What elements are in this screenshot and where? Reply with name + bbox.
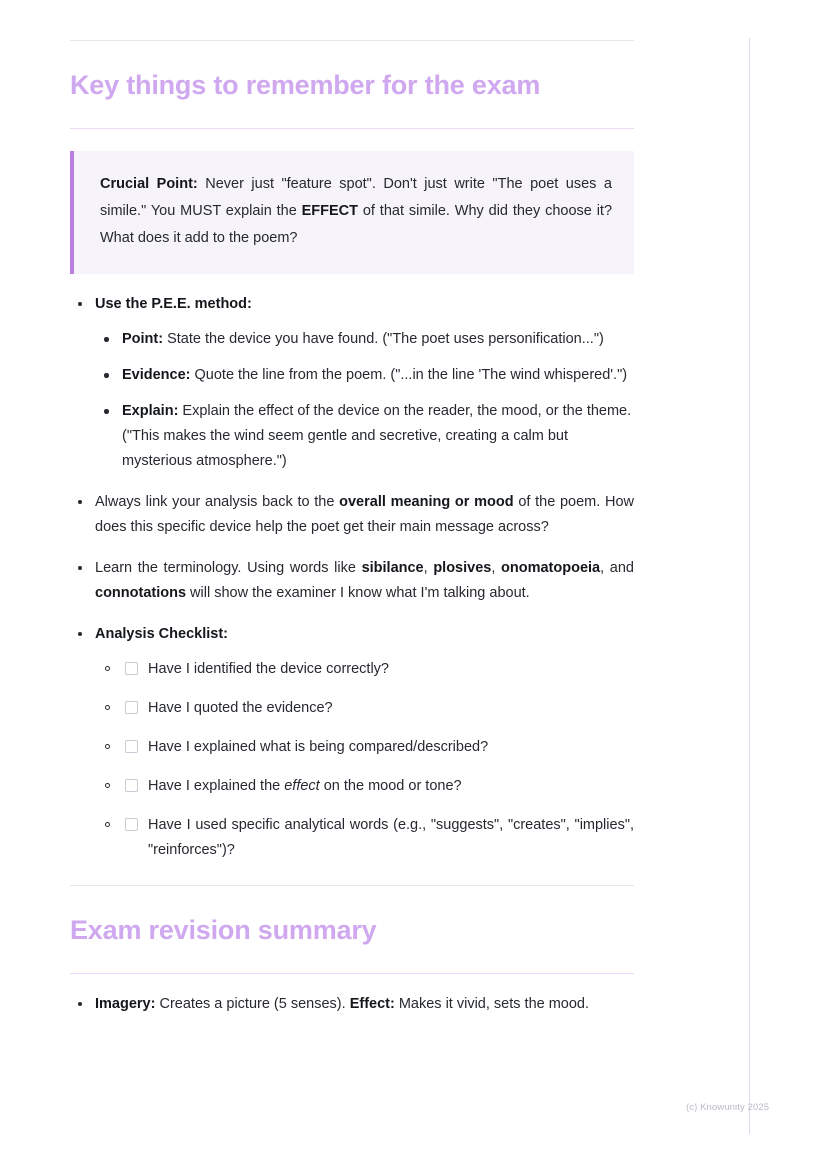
callout-paragraph [100, 171, 612, 252]
revision-title-underline [70, 973, 634, 974]
pee-sublist [95, 327, 634, 474]
term-part-4: , and [600, 560, 634, 576]
crucial-point-callout [70, 151, 634, 274]
term-part-3: , [491, 560, 502, 576]
watermark: (c) Knowunity 2025 [686, 1102, 770, 1113]
checklist-item-text: Have I explained what is being compared/described? [148, 739, 489, 755]
pee-point-label: Point: [122, 331, 164, 347]
imagery-label: Imagery: [95, 996, 156, 1012]
list-item-pee [70, 292, 634, 474]
analysis-checklist [95, 657, 634, 863]
callout-text-2: of that simile. Why did they choose it? What does it add to the poem? [100, 203, 613, 246]
list-item [95, 813, 634, 863]
pee-evidence-label: Evidence: [122, 367, 191, 383]
checklist-item-text: Have I used specific analytical words (e.g., "suggests", "creates", "implies", "reinforces")? [148, 817, 634, 858]
term-part-2: , [423, 560, 434, 576]
link-bold-1: overall meaning or mood [339, 494, 514, 510]
list-item [95, 735, 634, 760]
list-item [95, 657, 634, 682]
checklist-item-text: Have I identified the device correctly? [148, 661, 389, 677]
term-part-5: will show the examiner I know what I'm talking about. [186, 585, 530, 601]
term-bold-4: connotations [95, 585, 187, 601]
imagery-text-2: Makes it vivid, sets the mood. [394, 996, 590, 1012]
checkbox-icon[interactable] [125, 701, 138, 714]
list-item [95, 327, 634, 352]
checklist-item-italic: effect [284, 778, 320, 794]
checkbox-icon[interactable] [125, 740, 138, 753]
checkbox-icon[interactable] [125, 779, 138, 792]
term-bold-1: sibilance [361, 560, 424, 576]
checklist-item-text-after: on the mood or tone? [319, 778, 462, 794]
pee-explain-label: Explain: [122, 403, 179, 419]
list-item [95, 774, 634, 799]
checkbox-icon[interactable] [125, 818, 138, 831]
checklist-item-text: Have I quoted the evidence? [148, 700, 333, 716]
link-part-2: of the poem. How does this specific device help the poet get their main message across? [95, 494, 635, 535]
list-item-terminology [70, 556, 634, 606]
title-underline [70, 128, 634, 129]
pee-heading: Use the P.E.E. method: [95, 296, 252, 312]
checklist-heading: Analysis Checklist: [95, 626, 228, 642]
list-item-imagery [70, 992, 634, 1017]
term-part-1: Learn the terminology. Using words like [95, 560, 362, 576]
link-part-1: Always link your analysis back to the [95, 494, 340, 510]
list-item-checklist [70, 622, 634, 863]
callout-text-1: Never just "feature spot". Don't just write "The poet uses a simile." You MUST explain the [100, 176, 612, 219]
imagery-effect-label: Effect: [349, 996, 395, 1012]
pee-explain-text: Explain the effect of the device on the reader, the mood, or the theme. ("This makes the wind seem gentle and secretive, creating a calm but mysterious atmosphere.") [122, 403, 632, 469]
revision-summary-list [70, 992, 634, 1017]
document-content [70, 0, 634, 1033]
page-title: Key things to remember for the exam [70, 70, 541, 100]
page-edge-line [749, 38, 750, 1134]
pee-point-text: State the device you have found. ("The poet uses personification...") [163, 331, 604, 347]
list-item-link-analysis [70, 490, 634, 540]
term-bold-2: plosives [433, 560, 492, 576]
pee-evidence-text: Quote the line from the poem. ("...in the line 'The wind whispered'.") [190, 367, 628, 383]
callout-emphasis: EFFECT [301, 203, 359, 219]
checklist-item-text: Have I explained the [148, 778, 285, 794]
imagery-text-1: Creates a picture (5 senses). [155, 996, 350, 1012]
top-divider [70, 40, 634, 41]
list-item [95, 399, 634, 474]
checkbox-icon[interactable] [125, 662, 138, 675]
list-item [95, 696, 634, 721]
callout-label: Crucial Point: [100, 176, 198, 192]
section-divider [70, 885, 634, 886]
section-title-revision: Exam revision summary [70, 915, 377, 945]
term-bold-3: onomatopoeia [501, 560, 601, 576]
main-bullet-list [70, 292, 634, 863]
list-item [95, 363, 634, 388]
